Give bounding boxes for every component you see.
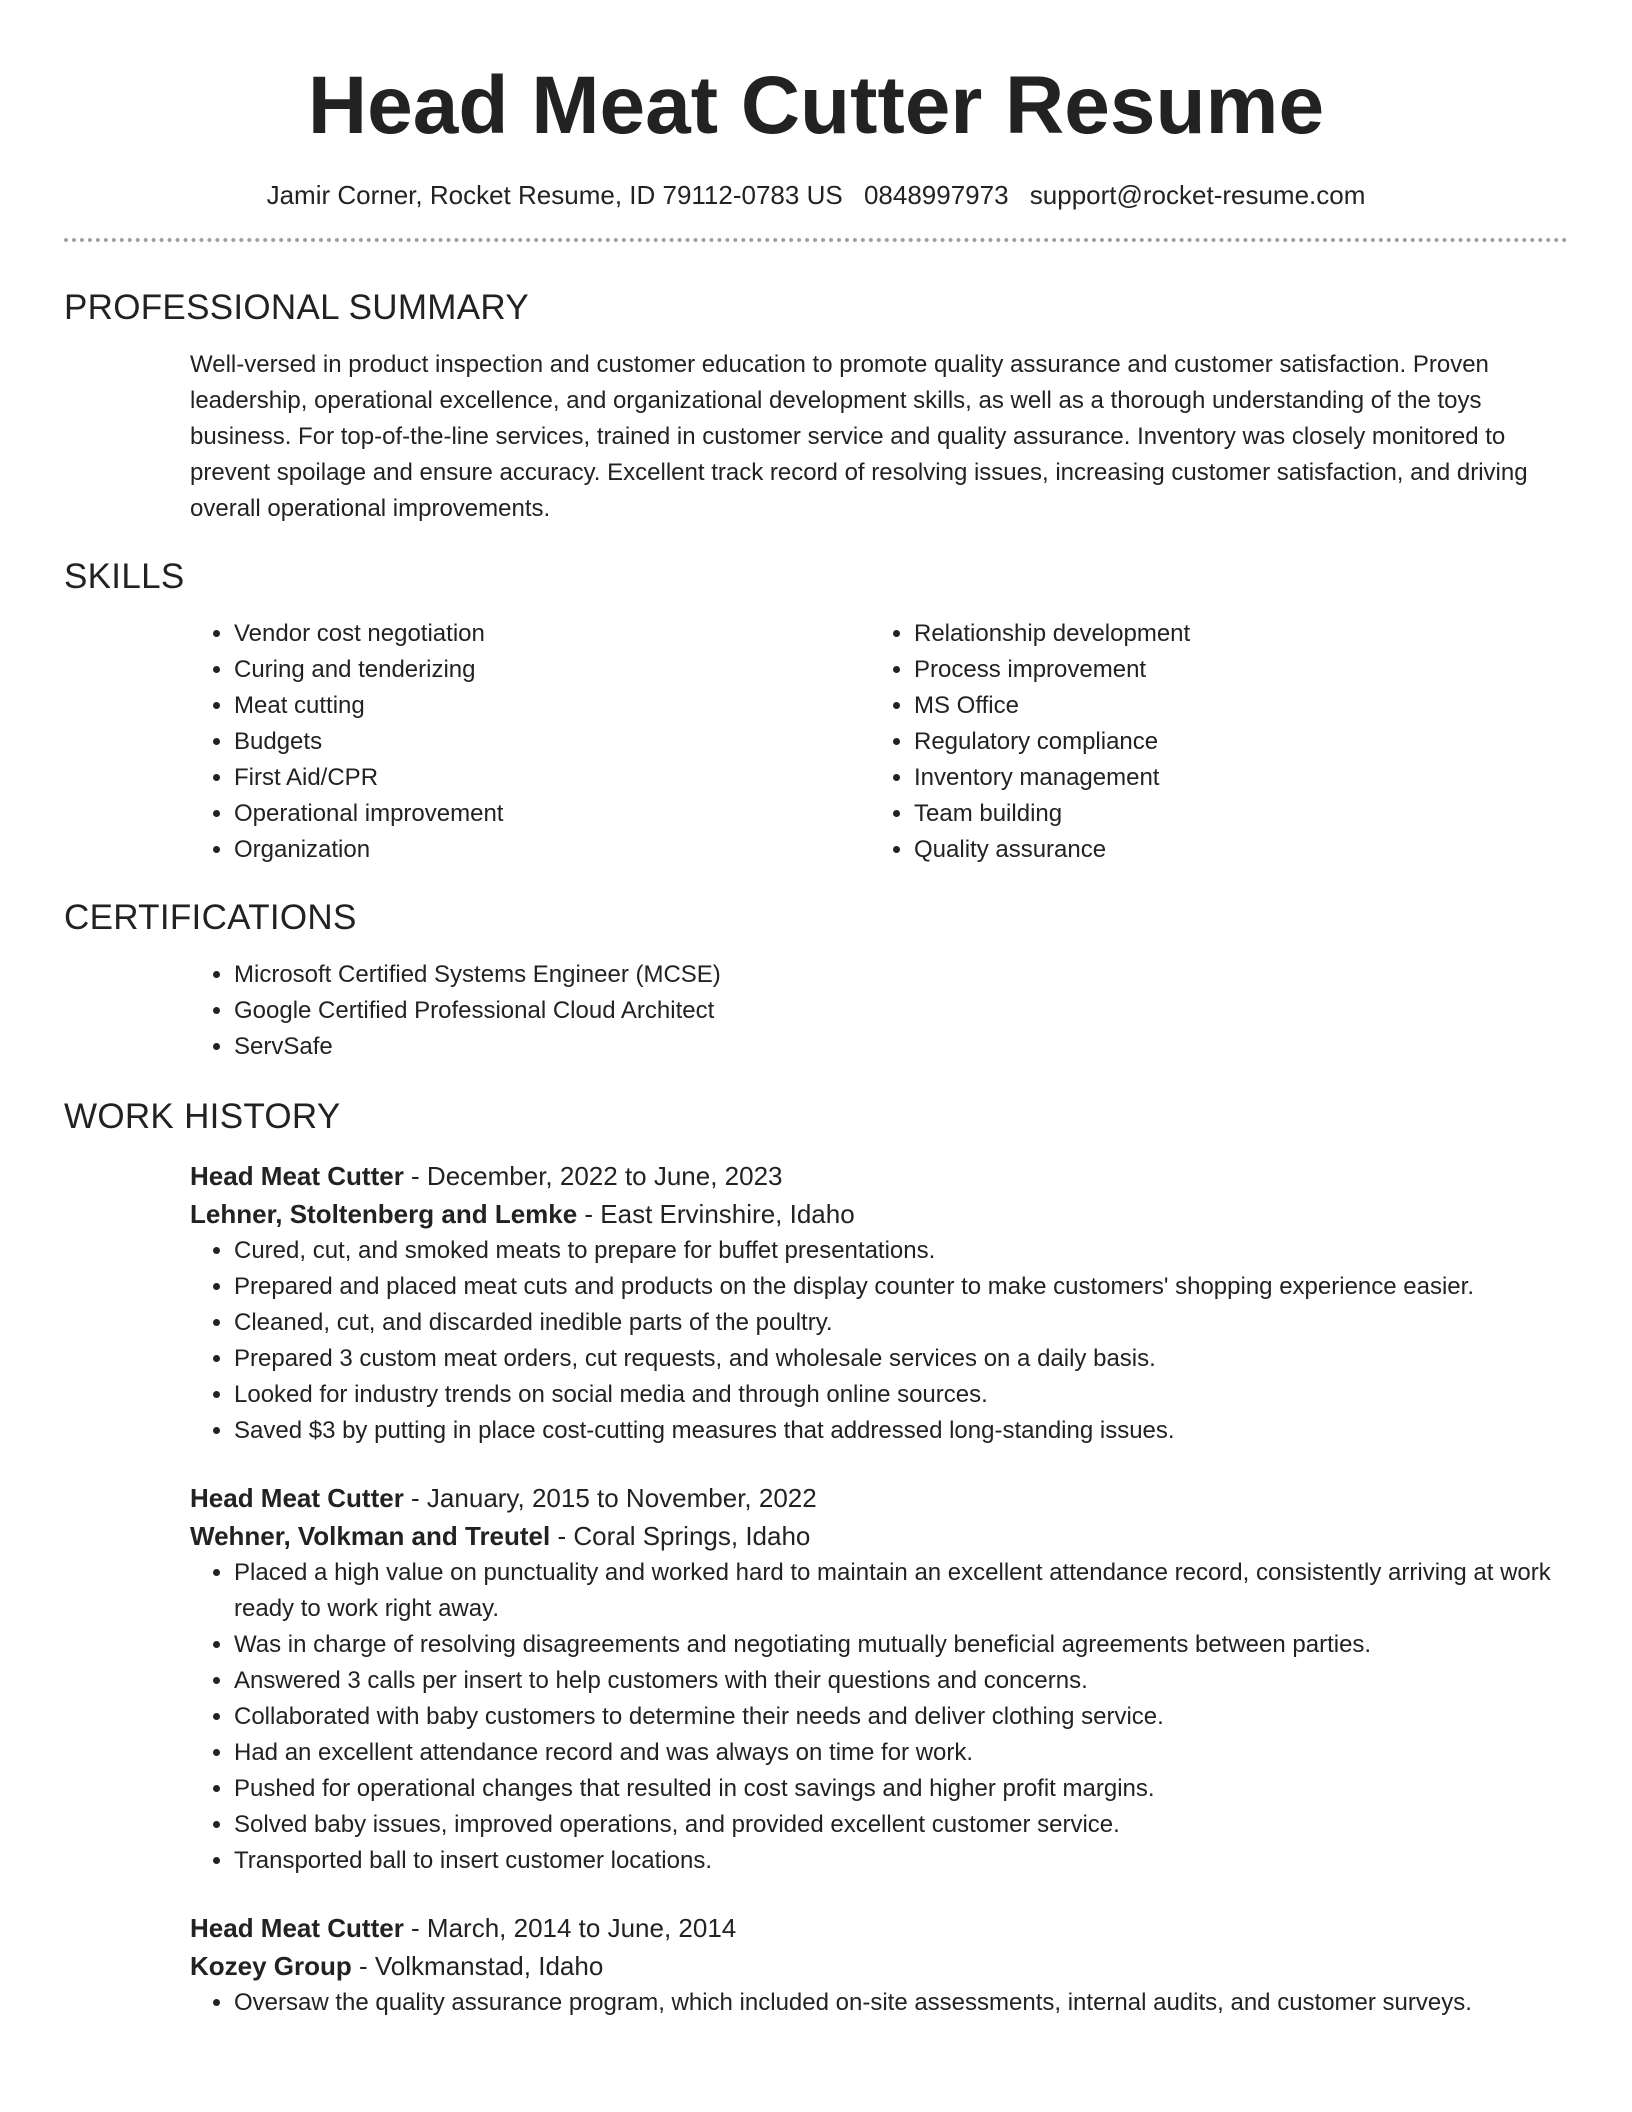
job-bullets xyxy=(190,1555,1568,1879)
certification-item: • ServSafe xyxy=(234,1029,1568,1065)
skill-item: • Inventory management xyxy=(914,760,1550,796)
contact-phone: 0848997973 xyxy=(863,180,1009,210)
job-bullet: • Placed a high value on punctuality and worked hard to maintain an excellent attendance record, consistently arriving at work ready to work right away. xyxy=(234,1555,1568,1627)
job-bullet: • Looked for industry trends on social media and through online sources. xyxy=(234,1377,1568,1413)
certification-item: • Google Certified Professional Cloud Architect xyxy=(234,993,1568,1029)
work-history-heading: WORK HISTORY xyxy=(64,1097,341,1136)
job-bullet: • Prepared 3 custom meat orders, cut requests, and wholesale services on a daily basis. xyxy=(234,1341,1568,1377)
job-company: Kozey Group xyxy=(190,1951,352,1981)
job-title-line xyxy=(190,1157,1568,1195)
job-bullet: • Was in charge of resolving disagreements and negotiating mutually beneficial agreements between parties. xyxy=(234,1627,1568,1663)
job-location: - Coral Springs, Idaho xyxy=(550,1521,811,1551)
skills-column-right xyxy=(870,616,1550,868)
skill-item: • Relationship development xyxy=(914,616,1550,652)
header-divider xyxy=(64,238,1568,242)
resume-title: Head Meat Cutter Resume xyxy=(307,60,1325,151)
skills-column-left xyxy=(190,616,870,868)
skill-item: • Meat cutting xyxy=(234,688,870,724)
job-title: Head Meat Cutter xyxy=(190,1161,404,1191)
job-dates: - January, 2015 to November, 2022 xyxy=(403,1483,817,1513)
contact-line xyxy=(64,178,1568,212)
certification-item: • Microsoft Certified Systems Engineer (MCSE) xyxy=(234,957,1568,993)
job-bullets xyxy=(190,1985,1568,2021)
summary-heading: PROFESSIONAL SUMMARY xyxy=(64,288,529,327)
job-entry xyxy=(64,1479,1568,1879)
skill-item: • Budgets xyxy=(234,724,870,760)
job-location: - East Ervinshire, Idaho xyxy=(577,1199,855,1229)
skill-item: • Team building xyxy=(914,796,1550,832)
job-company: Lehner, Stoltenberg and Lemke xyxy=(190,1199,578,1229)
resume-page xyxy=(64,0,1568,2021)
summary-text: Well-versed in product inspection and customer education to promote quality assurance and customer satisfaction. Proven leadership, operational excellence, and organizational development skills, as well as a thorough understanding of the toys business. For top-of-the-line services, trained in customer service and quality assurance. Inventory was closely monitored to prevent spoilage and ensure accuracy. Excellent track record of resolving issues, increasing customer satisfaction, and driving overall operational improvements. xyxy=(190,351,1528,522)
job-dates: - March, 2014 to June, 2014 xyxy=(403,1913,737,1943)
job-company-line xyxy=(190,1517,1568,1555)
job-company-line xyxy=(190,1195,1568,1233)
job-bullets xyxy=(190,1233,1568,1449)
skill-item: • First Aid/CPR xyxy=(234,760,870,796)
certifications-heading: CERTIFICATIONS xyxy=(64,898,357,937)
job-bullet: • Transported ball to insert customer locations. xyxy=(234,1843,1568,1879)
job-bullet: • Collaborated with baby customers to determine their needs and deliver clothing service. xyxy=(234,1699,1568,1735)
skill-item: • Curing and tenderizing xyxy=(234,652,870,688)
job-bullet: • Saved $3 by putting in place cost-cutting measures that addressed long-standing issues. xyxy=(234,1413,1568,1449)
job-title-line xyxy=(190,1909,1568,1947)
job-dates: - December, 2022 to June, 2023 xyxy=(403,1161,783,1191)
job-title-line xyxy=(190,1479,1568,1517)
job-title: Head Meat Cutter xyxy=(190,1483,404,1513)
contact-email: support@rocket-resume.com xyxy=(1029,180,1366,210)
job-title: Head Meat Cutter xyxy=(190,1913,404,1943)
contact-address: Jamir Corner, Rocket Resume, ID 79112-0783 US xyxy=(266,180,843,210)
job-bullet: • Cured, cut, and smoked meats to prepare for buffet presentations. xyxy=(234,1233,1568,1269)
job-entry xyxy=(64,1157,1568,1449)
job-company: Wehner, Volkman and Treutel xyxy=(190,1521,551,1551)
job-bullet: • Oversaw the quality assurance program, which included on-site assessments, internal audits, and customer surveys. xyxy=(234,1985,1568,2021)
job-bullet: • Answered 3 calls per insert to help customers with their questions and concerns. xyxy=(234,1663,1568,1699)
skill-item: • Quality assurance xyxy=(914,832,1550,868)
skill-item: • Vendor cost negotiation xyxy=(234,616,870,652)
skill-item: • Operational improvement xyxy=(234,796,870,832)
skill-item: • MS Office xyxy=(914,688,1550,724)
job-company-line xyxy=(190,1947,1568,1985)
skill-item: • Organization xyxy=(234,832,870,868)
job-entry xyxy=(64,1909,1568,2021)
skills-grid xyxy=(64,616,1568,868)
skill-item: • Regulatory compliance xyxy=(914,724,1550,760)
skills-heading: SKILLS xyxy=(64,557,185,596)
skill-item: • Process improvement xyxy=(914,652,1550,688)
job-bullet: • Cleaned, cut, and discarded inedible parts of the poultry. xyxy=(234,1305,1568,1341)
job-bullet: • Prepared and placed meat cuts and products on the display counter to make customers' shopping experience easier. xyxy=(234,1269,1568,1305)
job-location: - Volkmanstad, Idaho xyxy=(351,1951,604,1981)
certifications-list xyxy=(64,957,1568,1065)
job-bullet: • Had an excellent attendance record and was always on time for work. xyxy=(234,1735,1568,1771)
job-bullet: • Pushed for operational changes that resulted in cost savings and higher profit margins. xyxy=(234,1771,1568,1807)
job-bullet: • Solved baby issues, improved operations, and provided excellent customer service. xyxy=(234,1807,1568,1843)
